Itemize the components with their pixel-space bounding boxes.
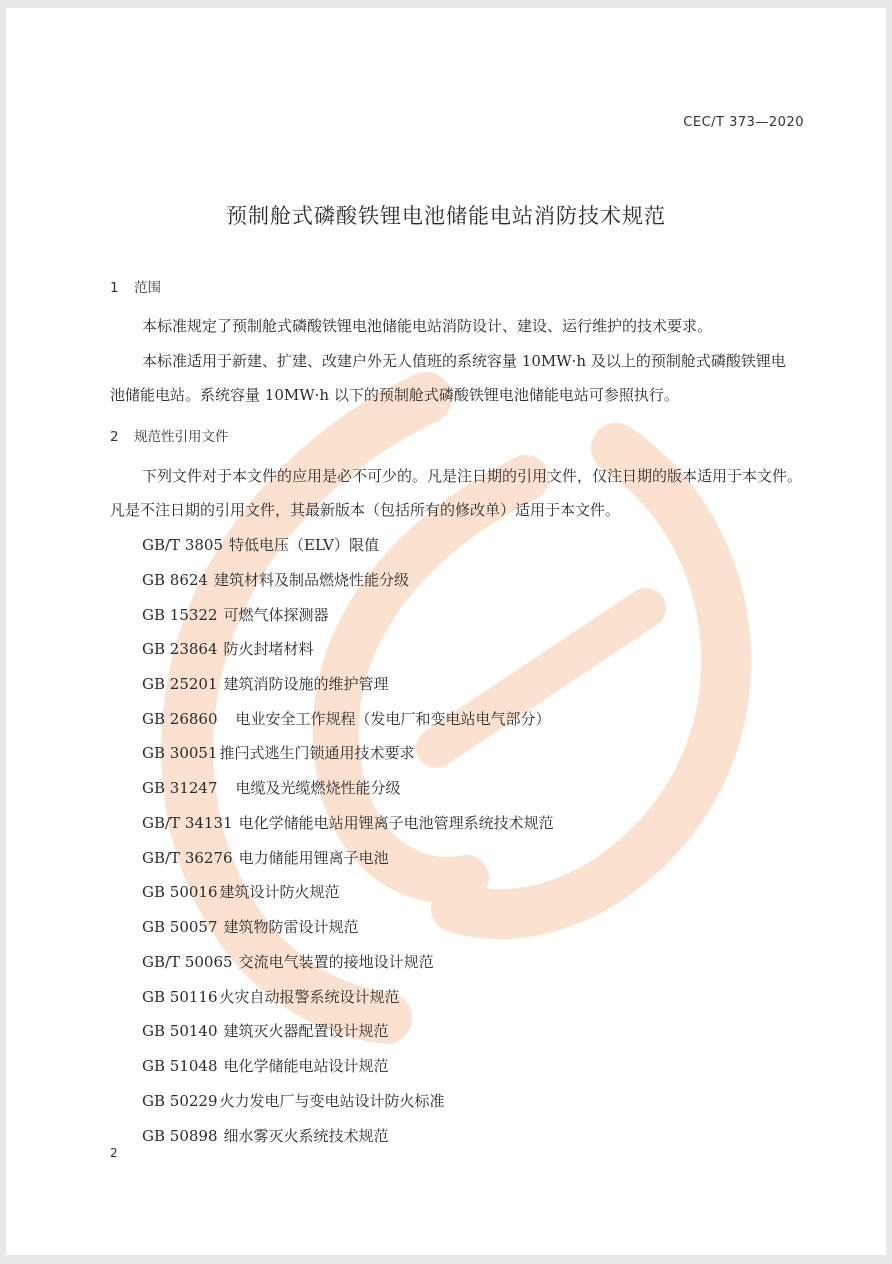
reference-code: GB 8624 — [142, 571, 208, 589]
paragraph-continuation: 凡是不注日期的引用文件，其最新版本（包括所有的修改单）适用于本文件。 — [110, 501, 621, 519]
paragraph-continuation: 池储能电站。系统容量 10MW·h 以下的预制舱式磷酸铁锂电池储能电站可参照执行。 — [110, 386, 679, 404]
section-title: 范围 — [134, 280, 161, 296]
reference-title: 建筑灭火器配置设计规范 — [223, 1022, 389, 1040]
section-heading-normative-references — [110, 425, 229, 445]
reference-title: 火力发电厂与变电站设计防火标准 — [219, 1092, 445, 1110]
reference-item — [142, 1125, 389, 1146]
paragraph: 下列文件对于本文件的应用是必不可少的。凡是注日期的引用文件，仅注日期的版本适用于本文件。 — [142, 467, 803, 485]
reference-title: 火灾自动报警系统设计规范 — [219, 988, 400, 1006]
reference-code: GB 31247 — [142, 779, 218, 797]
page-number: 2 — [110, 1146, 118, 1160]
reference-item — [142, 742, 415, 763]
reference-code: GB 25201 — [142, 675, 218, 693]
document-title: 预制舱式磷酸铁锂电池储能电站消防技术规范 — [226, 204, 666, 228]
reference-code: GB 26860 — [142, 710, 218, 728]
reference-item — [142, 881, 340, 902]
reference-code: GB 50140 — [142, 1022, 218, 1040]
reference-item — [142, 986, 400, 1007]
cec-watermark-icon — [6, 8, 886, 1255]
reference-title: 推闩式逃生门锁通用技术要求 — [219, 744, 415, 762]
reference-title: 细水雾灭火系统技术规范 — [223, 1127, 389, 1145]
reference-title: 可燃气体探测器 — [223, 606, 329, 624]
reference-title: 交流电气装置的接地设计规范 — [238, 953, 434, 971]
reference-item — [142, 534, 379, 555]
reference-code: GB/T 3805 — [142, 536, 224, 554]
reference-title: 防火封堵材料 — [223, 640, 314, 658]
reference-code: GB/T 36276 — [142, 849, 233, 867]
reference-title: 建筑设计防火规范 — [219, 883, 340, 901]
reference-code: GB 30051 — [142, 744, 218, 762]
reference-title: 电化学储能电站用锂离子电池管理系统技术规范 — [238, 814, 554, 832]
section-title: 规范性引用文件 — [134, 429, 229, 445]
reference-title: 建筑物防雷设计规范 — [223, 918, 359, 936]
reference-item — [142, 777, 401, 798]
reference-item — [142, 708, 551, 729]
reference-item — [142, 1020, 389, 1041]
reference-title: 电业安全工作规程（发电厂和变电站电气部分） — [235, 710, 551, 728]
reference-title: 电力储能用锂离子电池 — [238, 849, 389, 867]
reference-item — [142, 638, 314, 659]
reference-title: 特低电压（ELV）限值 — [229, 536, 379, 554]
reference-title: 建筑材料及制品燃烧性能分级 — [213, 571, 409, 589]
reference-title: 电化学储能电站设计规范 — [223, 1057, 389, 1075]
section-heading-scope — [110, 276, 161, 296]
reference-item — [142, 1055, 389, 1076]
reference-code: GB 23864 — [142, 640, 218, 658]
reference-item — [142, 1090, 445, 1111]
reference-code: GB 50229 — [142, 1092, 218, 1110]
section-number: 2 — [110, 429, 119, 445]
reference-code: GB 50116 — [142, 988, 218, 1006]
paragraph: 本标准规定了预制舱式磷酸铁锂电池储能电站消防设计、建设、运行维护的技术要求。 — [142, 317, 713, 335]
reference-code: GB 50057 — [142, 918, 218, 936]
reference-item — [142, 812, 554, 833]
reference-item — [142, 673, 389, 694]
reference-item — [142, 951, 434, 972]
reference-item — [142, 569, 409, 590]
document-page — [6, 8, 886, 1255]
reference-code: GB 50016 — [142, 883, 218, 901]
reference-item — [142, 847, 389, 868]
reference-code: GB/T 34131 — [142, 814, 233, 832]
reference-code: GB 15322 — [142, 606, 218, 624]
reference-title: 建筑消防设施的维护管理 — [223, 675, 389, 693]
reference-code: GB 51048 — [142, 1057, 218, 1075]
reference-item — [142, 604, 329, 625]
reference-code: GB 50898 — [142, 1127, 218, 1145]
document-code: CEC/T 373—2020 — [683, 115, 804, 130]
reference-title: 电缆及光缆燃烧性能分级 — [235, 779, 401, 797]
section-number: 1 — [110, 280, 119, 296]
reference-code: GB/T 50065 — [142, 953, 233, 971]
paragraph: 本标准适用于新建、扩建、改建户外无人值班的系统容量 10MW·h 及以上的预制舱式磷酸铁锂电 — [142, 352, 786, 370]
reference-item — [142, 916, 359, 937]
